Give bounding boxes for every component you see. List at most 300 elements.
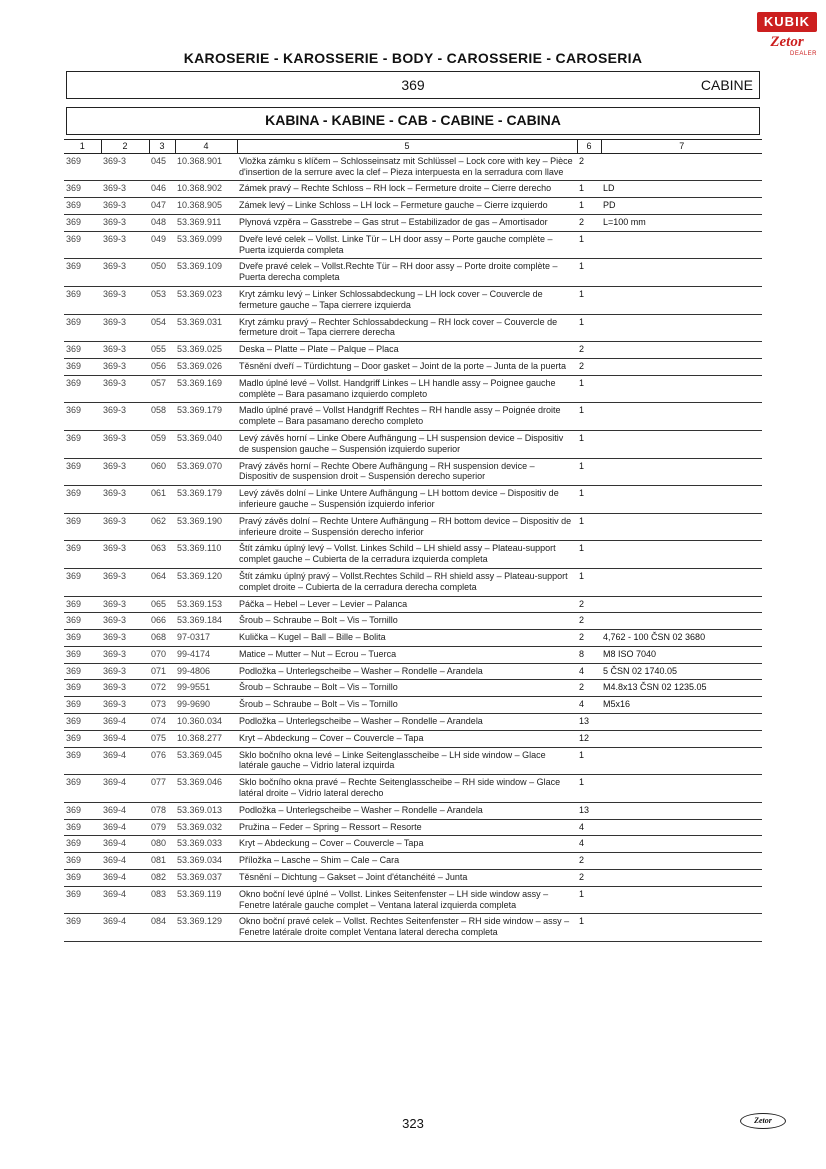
group-cell: 369: [64, 613, 101, 630]
group-cell: 369: [64, 231, 101, 259]
description-cell: Šroub – Schraube – Bolt – Vis – Tornillo: [237, 697, 577, 714]
subgroup-cell: 369-3: [101, 430, 149, 458]
note-cell: 4,762 - 100 ČSN 02 3680: [601, 630, 762, 647]
part-number-cell: 10.368.902: [175, 181, 237, 198]
subgroup-cell: 369-4: [101, 836, 149, 853]
table-row: [64, 819, 762, 836]
quantity-cell: 1: [577, 568, 601, 596]
subgroup-cell: 369-3: [101, 513, 149, 541]
description-cell: Podložka – Unterlegscheibe – Washer – Rondelle – Arandela: [237, 714, 577, 731]
subgroup-cell: 369-4: [101, 870, 149, 887]
position-cell: 063: [149, 541, 175, 569]
subgroup-cell: 369-4: [101, 886, 149, 914]
note-cell: [601, 886, 762, 914]
note-cell: [601, 259, 762, 287]
group-cell: 369: [64, 458, 101, 486]
group-cell: 369: [64, 819, 101, 836]
position-cell: 083: [149, 886, 175, 914]
position-cell: 079: [149, 819, 175, 836]
note-cell: [601, 342, 762, 359]
table-row: [64, 836, 762, 853]
quantity-cell: 4: [577, 663, 601, 680]
position-cell: 075: [149, 730, 175, 747]
group-cell: 369: [64, 714, 101, 731]
part-number-cell: 53.369.045: [175, 747, 237, 775]
table-row: [64, 914, 762, 942]
note-cell: [601, 403, 762, 431]
page-number: 323: [402, 1116, 424, 1131]
part-number-cell: 10.368.901: [175, 153, 237, 181]
description-cell: Příložka – Lasche – Shim – Cale – Cara: [237, 853, 577, 870]
position-cell: 059: [149, 430, 175, 458]
table-row: [64, 680, 762, 697]
part-number-cell: 53.369.025: [175, 342, 237, 359]
subgroup-cell: 369-4: [101, 730, 149, 747]
group-cell: 369: [64, 259, 101, 287]
note-cell: [601, 568, 762, 596]
quantity-cell: 13: [577, 802, 601, 819]
note-cell: [601, 775, 762, 803]
table-row: [64, 747, 762, 775]
quantity-cell: 1: [577, 314, 601, 342]
quantity-cell: 1: [577, 231, 601, 259]
position-cell: 082: [149, 870, 175, 887]
quantity-cell: 1: [577, 198, 601, 215]
note-cell: LD: [601, 181, 762, 198]
part-number-cell: 53.369.099: [175, 231, 237, 259]
position-cell: 057: [149, 375, 175, 403]
part-number-cell: 53.369.911: [175, 214, 237, 231]
position-cell: 046: [149, 181, 175, 198]
group-header: [66, 71, 760, 99]
table-row: [64, 730, 762, 747]
position-cell: 066: [149, 613, 175, 630]
part-number-cell: 53.369.037: [175, 870, 237, 887]
part-number-cell: 99-9690: [175, 697, 237, 714]
position-cell: 047: [149, 198, 175, 215]
subgroup-cell: 369-3: [101, 198, 149, 215]
subgroup-cell: 369-3: [101, 680, 149, 697]
group-name: CABINE: [700, 77, 753, 93]
group-cell: 369: [64, 663, 101, 680]
table-row: [64, 214, 762, 231]
note-cell: [601, 819, 762, 836]
part-number-cell: 10.368.277: [175, 730, 237, 747]
note-cell: [601, 231, 762, 259]
position-cell: 049: [149, 231, 175, 259]
subgroup-cell: 369-3: [101, 458, 149, 486]
description-cell: Levý závěs dolní – Linke Untere Aufhängung – LH bottom device – Dispositiv de inferieure gauche – Suspensión izquierdo inferior: [237, 486, 577, 514]
quantity-cell: 2: [577, 853, 601, 870]
part-number-cell: 53.369.119: [175, 886, 237, 914]
group-cell: 369: [64, 153, 101, 181]
description-cell: Štít zámku úplný levý – Vollst. Linkes Schild – LH shield assy – Plateau-support complet gauche – Cubierta de la cerradura izquierda completa: [237, 541, 577, 569]
subgroup-cell: 369-3: [101, 231, 149, 259]
column-header: 2: [101, 140, 149, 154]
position-cell: 050: [149, 259, 175, 287]
note-cell: [601, 486, 762, 514]
note-cell: L=100 mm: [601, 214, 762, 231]
group-cell: 369: [64, 568, 101, 596]
group-cell: 369: [64, 680, 101, 697]
group-cell: 369: [64, 914, 101, 942]
table-row: [64, 541, 762, 569]
quantity-cell: 8: [577, 646, 601, 663]
table-row: [64, 853, 762, 870]
subgroup-cell: 369-3: [101, 596, 149, 613]
description-cell: Pravý závěs horní – Rechte Obere Aufhängung – RH suspension device – Dispositiv de suspension droit – Suspensión derecho superior: [237, 458, 577, 486]
quantity-cell: 2: [577, 630, 601, 647]
position-cell: 072: [149, 680, 175, 697]
position-cell: 073: [149, 697, 175, 714]
part-number-cell: 53.369.179: [175, 403, 237, 431]
note-cell: [601, 613, 762, 630]
quantity-cell: 1: [577, 181, 601, 198]
quantity-cell: 2: [577, 358, 601, 375]
part-number-cell: 53.369.110: [175, 541, 237, 569]
part-number-cell: 10.360.034: [175, 714, 237, 731]
position-cell: 048: [149, 214, 175, 231]
quantity-cell: 2: [577, 613, 601, 630]
table-row: [64, 870, 762, 887]
part-number-cell: 53.369.179: [175, 486, 237, 514]
quantity-cell: 1: [577, 286, 601, 314]
quantity-cell: 1: [577, 747, 601, 775]
group-cell: 369: [64, 853, 101, 870]
part-number-cell: 99-4174: [175, 646, 237, 663]
table-row: [64, 486, 762, 514]
table-row: [64, 513, 762, 541]
note-cell: [601, 458, 762, 486]
group-cell: 369: [64, 286, 101, 314]
column-header: 4: [175, 140, 237, 154]
subgroup-cell: 369-3: [101, 342, 149, 359]
position-cell: 081: [149, 853, 175, 870]
table-row: [64, 153, 762, 181]
position-cell: 053: [149, 286, 175, 314]
table-row: [64, 358, 762, 375]
position-cell: 071: [149, 663, 175, 680]
table-row: [64, 596, 762, 613]
table-row: [64, 568, 762, 596]
note-cell: 5 ČSN 02 1740.05: [601, 663, 762, 680]
table-row: [64, 663, 762, 680]
subgroup-cell: 369-4: [101, 747, 149, 775]
part-number-cell: 53.369.120: [175, 568, 237, 596]
quantity-cell: 1: [577, 430, 601, 458]
table-row: [64, 630, 762, 647]
description-cell: Dveře levé celek – Vollst. Linke Tür – LH door assy – Porte gauche complète – Puerta izquierda completa: [237, 231, 577, 259]
part-number-cell: 53.369.032: [175, 819, 237, 836]
description-cell: Pružina – Feder – Spring – Ressort – Resorte: [237, 819, 577, 836]
table-row: [64, 613, 762, 630]
note-cell: [601, 314, 762, 342]
position-cell: 054: [149, 314, 175, 342]
description-cell: Štít zámku úplný pravý – Vollst.Rechtes Schild – RH shield assy – Plateau-support complet droite – Cubierta de la cerradura derecha completa: [237, 568, 577, 596]
group-cell: 369: [64, 596, 101, 613]
description-cell: Okno boční levé úplné – Vollst. Linkes Seitenfenster – LH side window assy – Fenetre latérale gauche complet – Ventana lateral izquierda completa: [237, 886, 577, 914]
quantity-cell: 2: [577, 214, 601, 231]
subgroup-cell: 369-3: [101, 630, 149, 647]
note-cell: [601, 513, 762, 541]
position-cell: 064: [149, 568, 175, 596]
note-cell: [601, 870, 762, 887]
part-number-cell: 53.369.129: [175, 914, 237, 942]
subgroup-cell: 369-3: [101, 646, 149, 663]
note-cell: [601, 747, 762, 775]
part-number-cell: 10.368.905: [175, 198, 237, 215]
table-header-row: [64, 140, 762, 154]
note-cell: [601, 802, 762, 819]
subgroup-cell: 369-3: [101, 286, 149, 314]
note-cell: M5x16: [601, 697, 762, 714]
part-number-cell: 53.369.184: [175, 613, 237, 630]
subgroup-cell: 369-3: [101, 375, 149, 403]
group-cell: 369: [64, 541, 101, 569]
group-cell: 369: [64, 630, 101, 647]
subgroup-cell: 369-4: [101, 914, 149, 942]
quantity-cell: 4: [577, 836, 601, 853]
position-cell: 078: [149, 802, 175, 819]
description-cell: Levý závěs horní – Linke Obere Aufhängung – LH suspension device – Dispositiv de suspension gauche – Suspensión izquierdo superior: [237, 430, 577, 458]
description-cell: Kryt – Abdeckung – Cover – Couvercle – Tapa: [237, 836, 577, 853]
group-cell: 369: [64, 513, 101, 541]
group-cell: 369: [64, 342, 101, 359]
zetor-footer-logo: Zetor: [740, 1113, 786, 1129]
subgroup-cell: 369-3: [101, 259, 149, 287]
description-cell: Kryt zámku levý – Linker Schlossabdeckung – LH lock cover – Couvercle de fermeture gauche – Tapa cierrere izquierda: [237, 286, 577, 314]
table-row: [64, 375, 762, 403]
column-header: 1: [64, 140, 101, 154]
subgroup-cell: 369-3: [101, 358, 149, 375]
note-cell: [601, 914, 762, 942]
description-cell: Sklo bočního okna levé – Linke Seitenglasscheibe – LH side window – Glace latérale gauche – Vidrio lateral izquirda: [237, 747, 577, 775]
table-row: [64, 430, 762, 458]
position-cell: 084: [149, 914, 175, 942]
position-cell: 058: [149, 403, 175, 431]
position-cell: 060: [149, 458, 175, 486]
kubik-logo-text: KUBIK: [757, 12, 817, 32]
position-cell: 056: [149, 358, 175, 375]
group-cell: 369: [64, 697, 101, 714]
note-cell: [601, 430, 762, 458]
quantity-cell: 1: [577, 403, 601, 431]
position-cell: 062: [149, 513, 175, 541]
quantity-cell: 1: [577, 775, 601, 803]
table-row: [64, 286, 762, 314]
quantity-cell: 1: [577, 486, 601, 514]
group-cell: 369: [64, 747, 101, 775]
note-cell: [601, 153, 762, 181]
quantity-cell: 2: [577, 680, 601, 697]
description-cell: Plynová vzpěra – Gasstrebe – Gas strut – Estabilizador de gas – Amortisador: [237, 214, 577, 231]
group-cell: 369: [64, 430, 101, 458]
position-cell: 080: [149, 836, 175, 853]
part-number-cell: 53.369.023: [175, 286, 237, 314]
subgroup-cell: 369-4: [101, 714, 149, 731]
parts-table: [64, 139, 762, 942]
description-cell: Kryt – Abdeckung – Cover – Couvercle – Tapa: [237, 730, 577, 747]
position-cell: 065: [149, 596, 175, 613]
quantity-cell: 4: [577, 697, 601, 714]
group-cell: 369: [64, 358, 101, 375]
table-row: [64, 231, 762, 259]
description-cell: Kryt zámku pravý – Rechter Schlossabdeckung – RH lock cover – Couvercle de fermeture droit – Tapa cierrere derecha: [237, 314, 577, 342]
table-row: [64, 886, 762, 914]
group-cell: 369: [64, 802, 101, 819]
group-cell: 369: [64, 886, 101, 914]
table-row: [64, 181, 762, 198]
quantity-cell: 13: [577, 714, 601, 731]
quantity-cell: 1: [577, 541, 601, 569]
section-subtitle: KABINA - KABINE - CAB - CABINE - CABINA: [66, 107, 760, 135]
subgroup-cell: 369-3: [101, 568, 149, 596]
group-cell: 369: [64, 314, 101, 342]
note-cell: [601, 853, 762, 870]
part-number-cell: 53.369.013: [175, 802, 237, 819]
part-number-cell: 53.369.190: [175, 513, 237, 541]
table-row: [64, 646, 762, 663]
part-number-cell: 53.369.153: [175, 596, 237, 613]
subgroup-cell: 369-3: [101, 663, 149, 680]
description-cell: Sklo bočního okna pravé – Rechte Seitenglasscheibe – RH side window – Glace latéral droite – Vidrio lateral derecho: [237, 775, 577, 803]
table-row: [64, 775, 762, 803]
subgroup-cell: 369-4: [101, 802, 149, 819]
table-row: [64, 314, 762, 342]
table-row: [64, 198, 762, 215]
description-cell: Šroub – Schraube – Bolt – Vis – Tornillo: [237, 613, 577, 630]
quantity-cell: 1: [577, 513, 601, 541]
part-number-cell: 99-9551: [175, 680, 237, 697]
description-cell: Zámek pravý – Rechte Schloss – RH lock – Fermeture droite – Cierre derecho: [237, 181, 577, 198]
table-row: [64, 714, 762, 731]
note-cell: M8 ISO 7040: [601, 646, 762, 663]
position-cell: 055: [149, 342, 175, 359]
part-number-cell: 97-0317: [175, 630, 237, 647]
subgroup-cell: 369-3: [101, 153, 149, 181]
description-cell: Dveře pravé celek – Vollst.Rechte Tür – RH door assy – Porte droite complète – Puerta derecha completa: [237, 259, 577, 287]
position-cell: 068: [149, 630, 175, 647]
part-number-cell: 53.369.046: [175, 775, 237, 803]
subgroup-cell: 369-4: [101, 853, 149, 870]
part-number-cell: 53.369.033: [175, 836, 237, 853]
quantity-cell: 4: [577, 819, 601, 836]
note-cell: [601, 358, 762, 375]
description-cell: Deska – Platte – Plate – Palque – Placa: [237, 342, 577, 359]
group-cell: 369: [64, 870, 101, 887]
note-cell: M4.8x13 ČSN 02 1235.05: [601, 680, 762, 697]
subgroup-cell: 369-4: [101, 819, 149, 836]
table-row: [64, 403, 762, 431]
subgroup-cell: 369-3: [101, 314, 149, 342]
quantity-cell: 2: [577, 870, 601, 887]
note-cell: [601, 596, 762, 613]
part-number-cell: 53.369.070: [175, 458, 237, 486]
subgroup-cell: 369-3: [101, 486, 149, 514]
part-number-cell: 53.369.026: [175, 358, 237, 375]
description-cell: Podložka – Unterlegscheibe – Washer – Rondelle – Arandela: [237, 802, 577, 819]
group-cell: 369: [64, 403, 101, 431]
quantity-cell: 2: [577, 342, 601, 359]
quantity-cell: 2: [577, 596, 601, 613]
description-cell: Kulička – Kugel – Ball – Bille – Bolita: [237, 630, 577, 647]
column-header: 5: [237, 140, 577, 154]
group-cell: 369: [64, 730, 101, 747]
position-cell: 070: [149, 646, 175, 663]
subgroup-cell: 369-3: [101, 541, 149, 569]
part-number-cell: 99-4806: [175, 663, 237, 680]
group-cell: 369: [64, 486, 101, 514]
position-cell: 061: [149, 486, 175, 514]
quantity-cell: 1: [577, 259, 601, 287]
subgroup-cell: 369-3: [101, 181, 149, 198]
note-cell: [601, 730, 762, 747]
description-cell: Šroub – Schraube – Bolt – Vis – Tornillo: [237, 680, 577, 697]
description-cell: Madlo úplné pravé – Vollst Handgriff Rechtes – RH handle assy – Poignée droite complete – Bara pasamano derecho completo: [237, 403, 577, 431]
quantity-cell: 1: [577, 886, 601, 914]
page-title: KAROSERIE - KAROSSERIE - BODY - CAROSSERIE - CAROSERIA: [183, 50, 643, 66]
subgroup-cell: 369-3: [101, 403, 149, 431]
part-number-cell: 53.369.031: [175, 314, 237, 342]
note-cell: [601, 836, 762, 853]
quantity-cell: 1: [577, 458, 601, 486]
table-row: [64, 259, 762, 287]
group-cell: 369: [64, 214, 101, 231]
note-cell: [601, 714, 762, 731]
zetor-logo-text: Zetor: [770, 34, 804, 50]
column-header: 7: [601, 140, 762, 154]
column-header: 3: [149, 140, 175, 154]
position-cell: 045: [149, 153, 175, 181]
part-number-cell: 53.369.040: [175, 430, 237, 458]
description-cell: Matice – Mutter – Nut – Ecrou – Tuerca: [237, 646, 577, 663]
description-cell: Madlo úplné levé – Vollst. Handgriff Linkes – LH handle assy – Poignee gauche complète – Bara pasamano izquierdo completo: [237, 375, 577, 403]
note-cell: [601, 541, 762, 569]
note-cell: [601, 286, 762, 314]
description-cell: Zámek levý – Linke Schloss – LH lock – Fermeture gauche – Cierre izquierdo: [237, 198, 577, 215]
quantity-cell: 2: [577, 153, 601, 181]
group-cell: 369: [64, 181, 101, 198]
group-cell: 369: [64, 646, 101, 663]
subgroup-cell: 369-3: [101, 214, 149, 231]
subgroup-cell: 369-3: [101, 613, 149, 630]
note-cell: PD: [601, 198, 762, 215]
part-number-cell: 53.369.109: [175, 259, 237, 287]
group-cell: 369: [64, 375, 101, 403]
description-cell: Vložka zámku s klíčem – Schlosseinsatz mit Schlüssel – Lock core with key – Pièce d'insertion de la serrure avec la clef – Pieza interpuesta en la serradura com llave: [237, 153, 577, 181]
description-cell: Těsnění dveří – Türdichtung – Door gasket – Joint de la porte – Junta de la puerta: [237, 358, 577, 375]
group-cell: 369: [64, 836, 101, 853]
description-cell: Pravý závěs dolní – Rechte Untere Aufhängung – RH bottom device – Dispositiv de inferieure droite – Suspensión derecho inferior: [237, 513, 577, 541]
description-cell: Okno boční pravé celek – Vollst. Rechtes Seitenfenster – RH side window – assy – Fenetre latérale droite complet Ventana lateral derecha completa: [237, 914, 577, 942]
description-cell: Podložka – Unterlegscheibe – Washer – Rondelle – Arandela: [237, 663, 577, 680]
group-cell: 369: [64, 775, 101, 803]
quantity-cell: 1: [577, 375, 601, 403]
subgroup-cell: 369-4: [101, 775, 149, 803]
table-row: [64, 802, 762, 819]
position-cell: 077: [149, 775, 175, 803]
quantity-cell: 1: [577, 914, 601, 942]
part-number-cell: 53.369.169: [175, 375, 237, 403]
group-cell: 369: [64, 198, 101, 215]
note-cell: [601, 375, 762, 403]
description-cell: Těsnění – Dichtung – Gakset – Joint d'étanchéité – Junta: [237, 870, 577, 887]
description-cell: Páčka – Hebel – Lever – Levier – Palanca: [237, 596, 577, 613]
quantity-cell: 12: [577, 730, 601, 747]
position-cell: 074: [149, 714, 175, 731]
group-number: 369: [401, 77, 425, 93]
table-row: [64, 458, 762, 486]
